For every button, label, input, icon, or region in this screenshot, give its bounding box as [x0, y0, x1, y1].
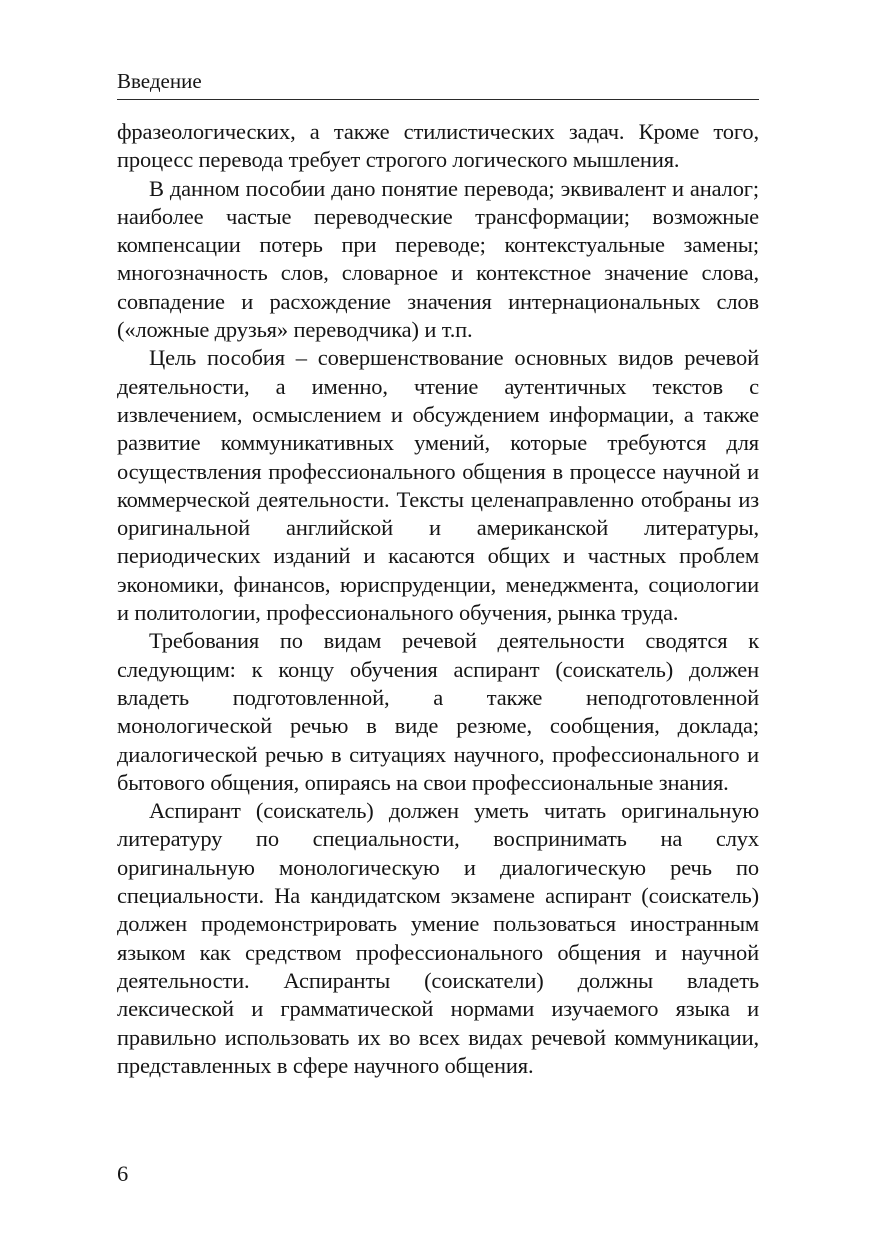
paragraph-goal: Цель пособия – совершенствование основных видов речевой деятельности, а именно, чтение аутентичных текстов с извлечением, осмыслением и обсуждением информации, а также развитие коммуникативных умений, которые требуются для осуществления профессионального общения в процессе научной и коммерческой деятельности. Тексты целенаправленно отобраны из оригинальной английской и американской литературы, периодических изданий и касаются общих и частных проблем экономики, финансов, юриспруденции, менеджмента, социологии и политологии, профессионального обучения, рынка труда.	[117, 345, 759, 626]
paragraph-continuation: фразеологических, а также стилистических задач. Кроме того, процесс перевода требует строгого логического мышления.	[117, 119, 759, 173]
body-text	[117, 118, 759, 1080]
running-head: Введение	[117, 69, 202, 93]
paragraph-requirements: Требования по видам речевой деятельности сводятся к следующим: к концу обучения аспирант (соискатель) должен владеть подготовленной, а также неподготовленной монологической речью в виде резюме, сообщения, доклада; диалогической речью в ситуациях научного, профессионального и бытового общения, опираясь на свои профессиональные знания.	[117, 628, 759, 795]
header-rule	[117, 99, 759, 100]
paragraph-skills: Аспирант (соискатель) должен уметь читать оригинальную литературу по специальности, воспринимать на слух оригинальную монологическую и диалогическую речь по специальности. На кандидатском экзамене аспирант (соискатель) должен продемонстрировать умение пользоваться иностранным языком как средством профессионального общения и научной деятельности. Аспиранты (соискатели) должны владеть лексической и грамматической нормами изучаемого языка и правильно использовать их во всех видах речевой коммуникации, представленных в сфере научного общения.	[117, 798, 759, 1078]
page-number: 6	[117, 1161, 129, 1186]
paragraph-translation-concepts: В данном пособии дано понятие перевода; эквивалент и аналог; наиболее частые переводческие трансформации; возможные компенсации потерь при переводе; контекстуальные замены; многозначность слов, словарное и контекстное значение слова, совпадение и расхождение значения интернациональных слов («ложные друзья» переводчика) и т.п.	[117, 175, 759, 343]
